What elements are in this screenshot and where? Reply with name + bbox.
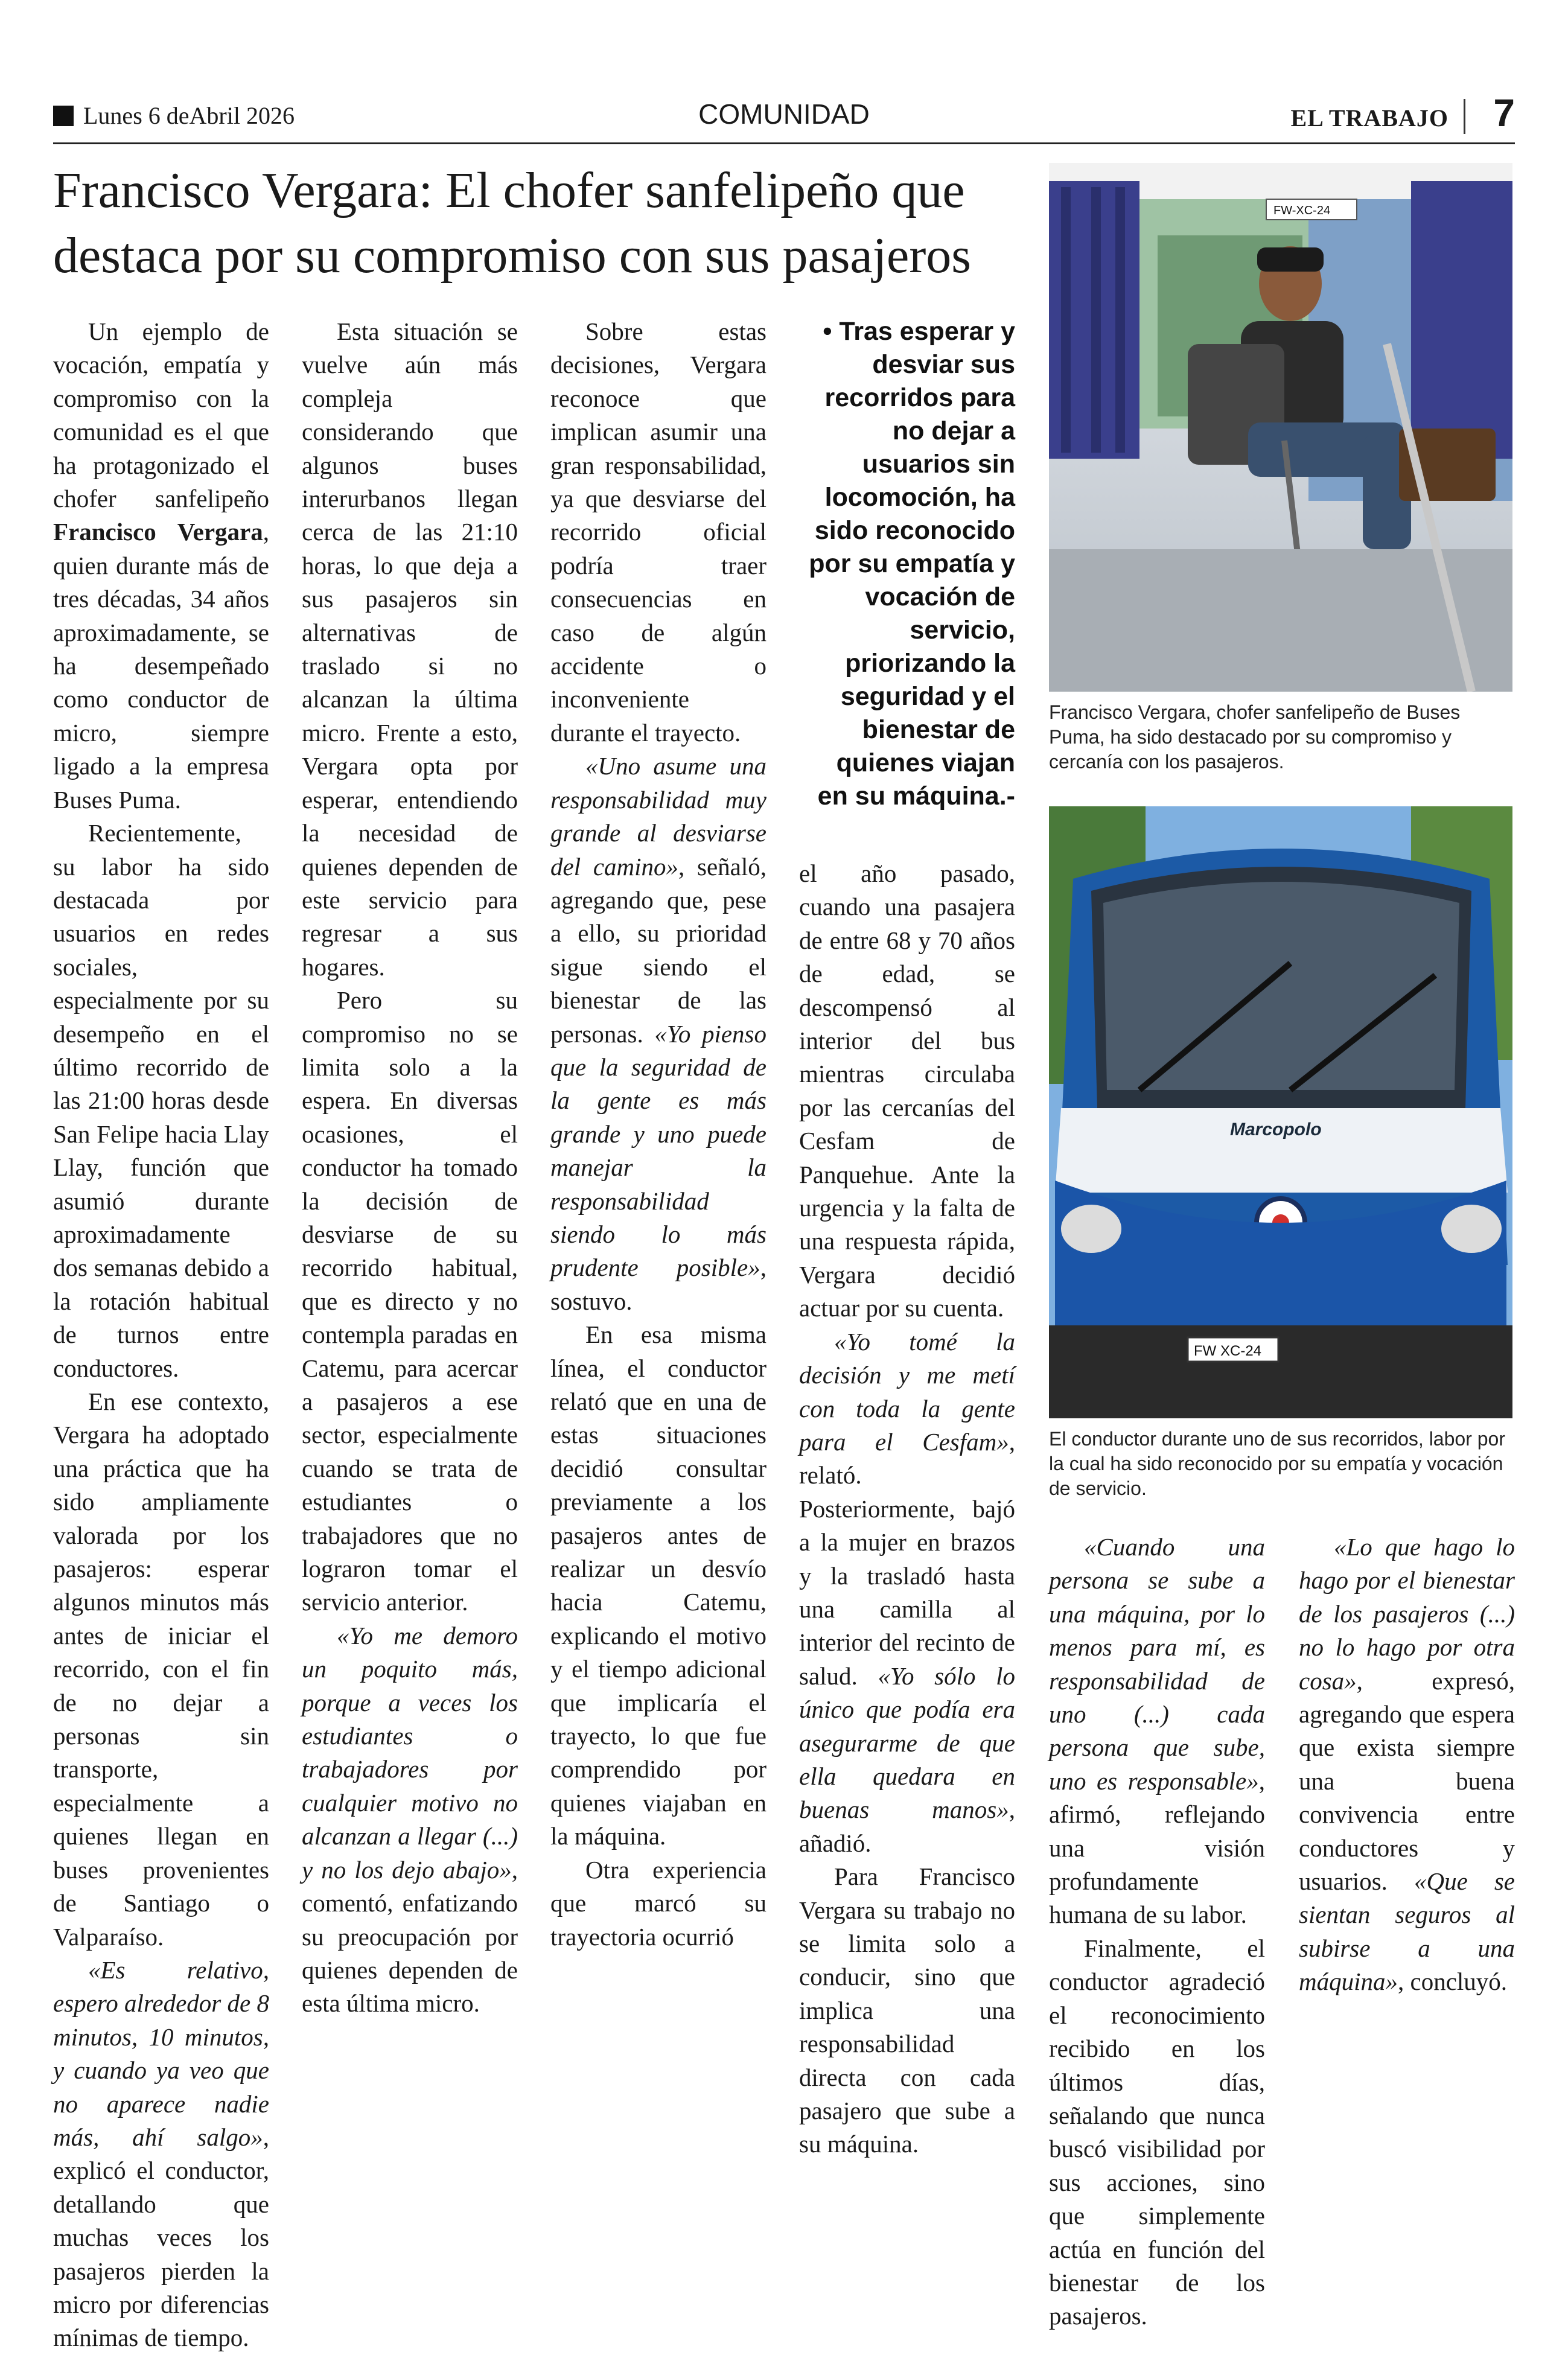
paragraph-quote — [1049, 1531, 1265, 1932]
paragraph: Finalmente, el conductor agradeció el reconocimiento recibido en los últimos días, señalando que nunca buscó visibilidad por sus acciones, sino que simplemente actúa en función del bienestar de los pasajeros. — [1049, 1934, 1265, 2330]
paragraph: Sobre estas decisiones, Vergara reconoce que implican asumir una gran responsabilidad, ya que desviarse del recorrido oficial podría traer consecuencias en caso de algún accidente o inconveniente durante el trayecto. — [550, 317, 766, 747]
issue-date-text: Lunes 6 deAbril 2026 — [83, 102, 295, 129]
article-column-5 — [1049, 1531, 1265, 2333]
driver-photo — [1049, 163, 1512, 692]
quote-attribution: , añadió. — [799, 1796, 1015, 1857]
publication-name: EL TRABAJO — [1290, 104, 1448, 132]
quote-attribution: , explicó el conductor, detallando que muchas veces los pasajeros pierden la micro por diferencias mínimas de tiempo. — [53, 2123, 269, 2352]
quote-attribution: , afirmó, reflejando una visión profundamente humana de su labor. — [1049, 1767, 1265, 1929]
paragraph: Esta situación se vuelve aún más compleja considerando que algunos buses interurbanos llegan cerca de las 21:10 horas, lo que deja a sus pasajeros sin alternativas de traslado si no alcanzan la última micro. Frente a esto, Vergara opta por esperar, entendiendo la necesidad de quienes dependen de este servicio para regresar a sus hogares. — [302, 317, 518, 981]
quote-attribution: , concluyó. — [1398, 1968, 1508, 1996]
paragraph: En esa misma línea, el conductor relató que en una de estas situaciones decidió consultar previamente a los pasajeros antes de realizar un desvío hacia Catemu, explicando el motivo y el tiempo adicional que implicaría el trayecto, lo que fue comprendido por quienes viajaban en la máquina. — [550, 1321, 766, 1850]
article-column-1 — [53, 315, 269, 2355]
quote-attribution: , comentó, enfatizando su preocupación por quienes dependen de esta última micro. — [302, 1855, 518, 2018]
article-column-6 — [1299, 1531, 1515, 1999]
quote: «Yo me demoro un poquito más, porque a veces los estudiantes o trabajadores por cualquier motivo no alcanzan a llegar (...) y no los dejo abajo» — [302, 1621, 518, 1884]
paragraph-quote — [799, 1325, 1015, 1861]
paragraph: En ese contexto, Vergara ha adoptado una práctica que ha sido ampliamente valorada por los pasajeros: esperar algunos minutos más antes de iniciar el recorrido, con el fin de no dejar a personas sin transporte, especialmente a quienes llegan en buses provenientes de Santiago o Valparaíso. — [53, 1388, 269, 1951]
quote: «Yo sólo lo único que podía era asegurarme de que ella quedara en buenas manos» — [799, 1662, 1015, 1824]
paragraph-quote — [53, 1954, 269, 2355]
bus-photo-caption: El conductor durante uno de sus recorridos, labor por la cual ha sido reconocido por su empatía y vocación de servicio. — [1049, 1428, 1505, 1499]
section-name: COMUNIDAD — [698, 98, 870, 130]
paragraph-quote — [302, 1619, 518, 2021]
driver-name: Francisco Vergara — [53, 518, 263, 546]
header-separator — [1464, 99, 1465, 134]
pull-quote: • Tras esperar y desviar sus recorridos para no dejar a usuarios sin locomoción, ha sido reconocido por su empatía y vocación de servicio, priorizando la seguridad y el bienestar de quienes viajan en su máquina.- — [809, 317, 1015, 811]
paragraph: Otra experiencia que marcó su trayectoria ocurrió — [550, 1855, 766, 1951]
intro-text-end: , quien durante más de tres décadas, 34 años aproximadamente, se ha desempeñado como conductor de micro, siempre ligado a la empresa Buses Puma. — [53, 518, 269, 814]
article-column-4 — [799, 857, 1015, 2161]
intro-text: Un ejemplo de vocación, empatía y compromiso con la comunidad es el que ha protagonizado el chofer sanfelipeño — [53, 317, 269, 513]
page-header — [53, 91, 1515, 145]
headline-line-2: destaca por su compromiso con sus pasajeros — [53, 228, 971, 284]
paragraph: Recientemente, su labor ha sido destacada por usuarios en redes sociales, especialmente por su desempeño en el último recorrido de las 21:00 horas desde San Felipe hacia Llay Llay, función que asumió durante aproximadamente dos semanas debido a la rotación habitual de turnos entre conductores. — [53, 819, 269, 1382]
quote: «Uno asume una responsabilidad muy grande al desviarse del camino» — [550, 752, 766, 881]
page-number: 7 — [1493, 91, 1515, 135]
paragraph: Para Francisco Vergara su trabajo no se limita solo a conducir, sino que implica una responsabilidad directa con cada pasajero que sube a su máquina. — [799, 1863, 1015, 2158]
photo1-plate-text: FW-XC-24 — [1273, 204, 1331, 217]
quote: «Cuando una persona se sube a una máquina, por lo menos para mí, es responsabilidad de uno (...) cada persona que sube, uno es responsable» — [1049, 1533, 1265, 1795]
bus-brand-text: Marcopolo — [1230, 1120, 1322, 1139]
paragraph: Pero su compromiso no se limita solo a la espera. En diversas ocasiones, el conductor ha tomado la decisión de desviarse de su recorrido habitual, que es directo y no contempla paradas en Catemu, para acercar a pasajeros a ese sector, especialmente cuando se trata de estudiantes o trabajadores que no lograron tomar el servicio anterior. — [302, 986, 518, 1616]
bus-photo — [1049, 806, 1512, 1418]
quote-attribution: , relató. Posteriormente, bajó a la mujer en brazos y la trasladó hasta una camilla al interior del recinto de salud. — [799, 1427, 1015, 1690]
paragraph-quote — [550, 750, 766, 1318]
quote: «Yo tomé la decisión y me metí con toda la gente para el Cesfam» — [799, 1327, 1015, 1456]
article-column-3 — [550, 315, 766, 1954]
paragraph-continued: el año pasado, cuando una pasajera de entre 68 y 70 años de edad, se descompensó al interior del bus mientras circulaba por las cercanías del Cesfam de Panquehue. Ante la urgencia y la falta de una respuesta rápida, Vergara decidió actuar por su cuenta. — [799, 859, 1015, 1322]
paragraph-quote — [1299, 1531, 1515, 1999]
paragraph-intro — [53, 315, 269, 817]
driver-photo-image — [1049, 163, 1512, 692]
driver-photo-caption: Francisco Vergara, chofer sanfelipeño de Buses Puma, ha sido destacado por su compromiso y cercanía con los pasajeros. — [1049, 701, 1461, 773]
bus-plate-text: FW XC-24 — [1194, 1343, 1262, 1359]
quote: «Es relativo, espero alrededor de 8 minutos, 10 minutos, y cuando ya veo que no aparece nadie más, ahí salgo» — [53, 1955, 269, 2151]
quote: «Que se sientan seguros al subirse a una máquina» — [1299, 1867, 1515, 1996]
headline-line-1: Francisco Vergara: El chofer sanfelipeño que — [53, 162, 965, 218]
quote-attribution: , expresó, agregando que espera que exista siempre una buena convivencia entre conductores y usuarios. — [1299, 1666, 1515, 1896]
quote-attribution: , señaló, agregando que, pese a ello, su prioridad sigue siendo el bienestar de las personas. — [550, 852, 766, 1048]
bus-photo-image — [1049, 806, 1512, 1418]
article-column-2 — [302, 315, 518, 2021]
quote-attribution: , sostuvo. — [550, 1254, 766, 1315]
header-rule — [53, 142, 1515, 144]
quote: «Lo que hago lo hago por el bienestar de los pasajeros (...) no lo hago por otra cosa» — [1299, 1533, 1515, 1695]
article-headline — [53, 158, 1043, 288]
quote: «Yo pienso que la seguridad de la gente es más grande y uno puede manejar la responsabilidad siendo lo más prudente posible» — [550, 1019, 766, 1282]
